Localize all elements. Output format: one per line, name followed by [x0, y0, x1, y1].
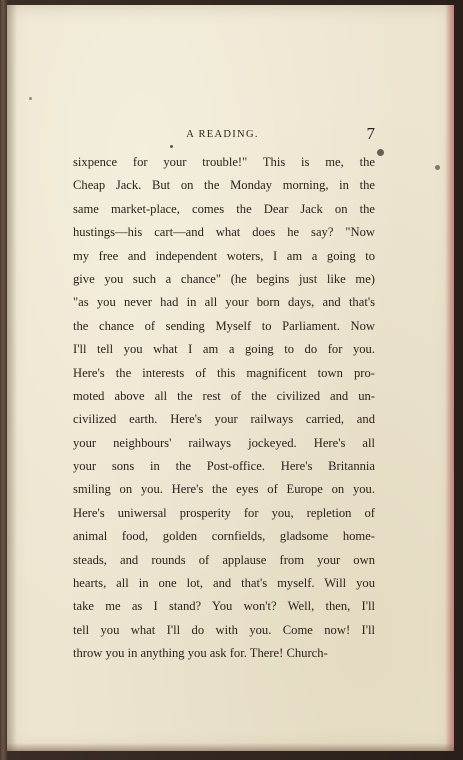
text-line: hustings—his cart—and what does he say? "Now [73, 225, 375, 240]
text-line: same market-place, comes the Dear Jack on the [73, 201, 375, 216]
text-line: smiling on you. Here's the eyes of Europe on you. [73, 482, 375, 497]
body-text [73, 151, 375, 666]
text-line: animal food, golden cornfields, gladsome home- [73, 529, 375, 544]
text-line: throw you in anything you ask for. There! Church- [73, 646, 328, 661]
text-line: my free and independent woters, I am a going to [73, 248, 375, 263]
text-line: I'll tell you what I am a going to do for you. [73, 342, 375, 357]
running-head [70, 124, 375, 144]
text-line: the chance of sending Myself to Parliament. Now [73, 318, 375, 333]
text-line: your neighbours' railways jockeyed. Here's all [73, 435, 375, 450]
text-line: take me as I stand? You won't? Well, then, I'll [73, 599, 375, 614]
running-head-title: A READING. [186, 129, 259, 140]
page-edge-bottom [7, 743, 454, 751]
ink-speck [435, 165, 440, 170]
text-line: sixpence for your trouble!" This is me, the [73, 155, 375, 169]
text-line: "as you never had in all your born days, and that's [73, 295, 375, 310]
text-line: give you such a chance" (he begins just like me) [73, 271, 375, 286]
gutter-shadow [7, 5, 17, 751]
text-line: civilized earth. Here's your railways carried, and [73, 412, 375, 427]
text-line: Here's the interests of this magnificent town pro- [73, 365, 375, 380]
text-line: your sons in the Post-office. Here's Britannia [73, 459, 375, 474]
ink-speck [170, 145, 173, 148]
page-number: 7 [366, 124, 375, 143]
text-line: hearts, all in one lot, and that's myself. Will you [73, 576, 375, 591]
page-edge-right [445, 5, 454, 751]
text-line: tell you what I'll do with you. Come now! I'll [73, 622, 375, 637]
text-line: Cheap Jack. But on the Monday morning, in the [73, 178, 375, 193]
text-line: moted above all the rest of the civilized and un- [73, 388, 375, 403]
text-line: steads, and rounds of applause from your own [73, 552, 375, 567]
ink-speck [29, 97, 32, 100]
ink-speck [377, 149, 384, 156]
text-line: Here's uniwersal prosperity for you, repletion of [73, 505, 375, 520]
